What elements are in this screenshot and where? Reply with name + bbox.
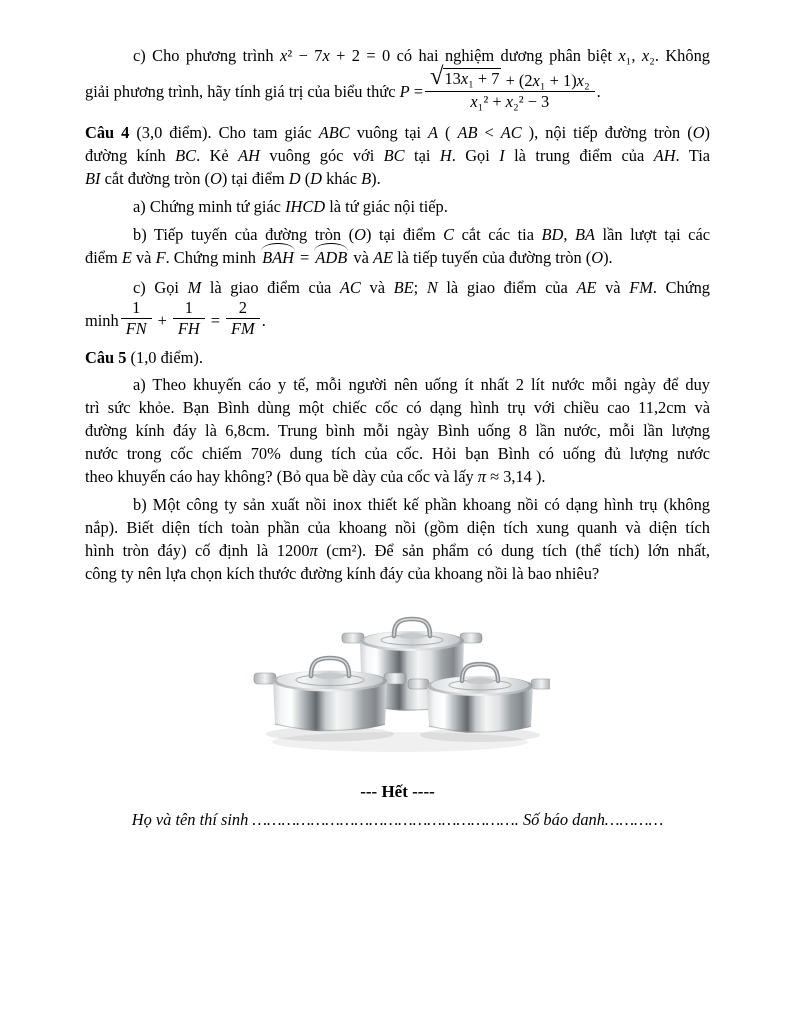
text-segment: ₂ [583, 71, 590, 90]
text-segment: AC [500, 122, 522, 142]
text-segment: . Không [654, 46, 710, 65]
text-segment: , [563, 224, 575, 244]
text-segment: là tứ giác nội tiếp. [325, 196, 448, 216]
text-segment: F [155, 247, 166, 267]
question-3c-line2 [85, 63, 710, 114]
text-segment: x [460, 69, 469, 88]
text-segment: BE [393, 277, 414, 297]
text-segment: nước trong cốc chiếm 70% dung tích của cốc. Hỏi bạn Bình có uống đủ lượng nước [85, 443, 710, 463]
text-segment: điểm [85, 247, 122, 267]
question-4b-line2 [85, 246, 710, 269]
question-4-heading-line2 [85, 144, 710, 167]
text-segment: . Kẻ [196, 145, 239, 165]
text-segment: 13 [444, 69, 461, 88]
sentence-period: . [596, 82, 601, 102]
text-segment: BD [541, 224, 564, 244]
text-segment: a) Chứng minh tứ giác [133, 196, 286, 216]
text-segment: ). [371, 168, 381, 188]
text-segment: BA [574, 224, 596, 244]
text-segment: = [295, 247, 314, 267]
text-segment: x [470, 92, 478, 112]
text-segment: đường kính đáy là 6,8cm. Trung bình mỗi ngày Bình uống 8 lần nước, mỗi lần lượng [85, 420, 710, 440]
end-marker: --- Hết ---- [360, 781, 435, 801]
question-4-heading-line1 [85, 121, 710, 144]
text-segment: O [591, 247, 604, 267]
text-segment: lần lượt tại các [595, 224, 710, 244]
text-segment: E [121, 247, 132, 267]
text-segment: ). [603, 247, 613, 267]
text-segment: (3,0 điểm). Cho tam giác [136, 122, 319, 142]
text-segment: minh [85, 311, 119, 331]
sentence-period: . [261, 311, 266, 331]
text-segment: cắt đường tròn ( [100, 168, 210, 188]
text-segment: vuông tại [349, 122, 429, 142]
text-segment: x [505, 92, 513, 112]
fraction-1-FN [121, 299, 152, 339]
text-segment: giải phương trình, hãy tính giá trị của biểu thức [85, 82, 400, 102]
text-segment: = [409, 82, 423, 102]
text-segment: D [288, 168, 301, 188]
question-5b-line1 [85, 493, 710, 516]
text-segment: N [426, 277, 438, 297]
text-segment: và [131, 247, 156, 267]
text-segment: vuông góc với [259, 145, 384, 165]
text-segment: + 7 [473, 69, 500, 88]
question-4c-formula-line [85, 297, 710, 341]
text-segment: ₂ [649, 46, 655, 65]
question-4b-line1 [85, 223, 710, 246]
fraction-2-FM-denominator: FM [231, 319, 255, 339]
question-5a-line5 [85, 465, 710, 488]
text-segment: IHCD [285, 196, 326, 216]
text-segment: Câu 5 [85, 347, 127, 367]
text-segment: O [692, 122, 705, 142]
fraction-P [425, 63, 595, 112]
text-segment: . Chứng minh [165, 247, 261, 267]
text-segment: M [187, 277, 202, 297]
text-segment: + (2 [501, 71, 533, 90]
text-segment: theo khuyến cáo hay không? (Bỏ qua bề dày của cốc và lấy [85, 466, 478, 486]
text-segment: x [532, 71, 540, 90]
text-segment: nắp). Biết diện tích toàn phần của khoang nồi (gồm diện tích xung quanh và diện tích [85, 517, 710, 537]
question-5b-line2 [85, 516, 710, 539]
text-segment: c) Cho phương trình [133, 46, 280, 65]
text-segment: ) tại điểm [365, 224, 444, 244]
text-segment: AE [372, 247, 393, 267]
text-segment: ₁ [625, 46, 632, 65]
text-segment: x [279, 46, 288, 65]
text-segment: FM [629, 277, 653, 297]
text-segment: công ty nên lựa chọn kích thước đường kính đáy của khoang nồi là bao nhiêu? [85, 563, 600, 583]
text-segment: ( [438, 122, 458, 142]
text-segment: , [631, 46, 642, 65]
question-4a-line [85, 195, 710, 218]
pots-photo [245, 591, 550, 761]
text-segment: ₁ [468, 69, 474, 88]
text-segment: . Tia [675, 145, 711, 165]
text-segment: tại [404, 145, 440, 165]
text-segment: khác [322, 168, 362, 188]
sqrt-sign: √ [429, 63, 444, 90]
text-segment: + 2 = 0 có hai nghiệm dương phân biệt [329, 46, 619, 65]
question-5a-line3 [85, 419, 710, 442]
text-segment: b) Tiếp tuyến của đường tròn ( [133, 224, 355, 244]
fraction-2-FM-numerator: 2 [226, 299, 260, 319]
text-segment: (1,0 điểm). [126, 347, 203, 367]
fraction-P-denominator [425, 92, 595, 111]
question-3c-line1 [85, 44, 710, 67]
text-segment: ₁ [539, 71, 546, 90]
text-segment: AE [576, 277, 597, 297]
text-segment: x [641, 46, 650, 65]
text-segment: ABC [318, 122, 350, 142]
pots-figure [245, 591, 550, 766]
text-segment: BAH [262, 247, 294, 267]
text-segment: ; [413, 277, 427, 297]
sqrt-radicand [443, 68, 501, 88]
fraction-1-FH [173, 299, 205, 339]
text-segment: < [477, 122, 501, 142]
text-segment: x [576, 71, 584, 90]
expression-P-lead [85, 80, 423, 103]
question-5-heading [85, 346, 710, 369]
text-segment: hình tròn đáy) cố định là 1200 [85, 540, 310, 560]
square-root-radical [429, 63, 502, 90]
question-4-heading-line3 [85, 167, 710, 190]
text-segment: là trung điểm của [504, 145, 654, 165]
minh-label [85, 309, 119, 332]
text-segment: ) tại điểm [221, 168, 289, 188]
text-segment: ₁² + [477, 92, 506, 112]
text-segment: ₂² − 3 [512, 92, 550, 112]
text-segment: ≈ 3,14 ). [486, 466, 546, 486]
plus-operator: + [157, 311, 167, 331]
text-segment: π [309, 540, 318, 560]
text-segment: BI [85, 168, 101, 188]
text-segment: AH [653, 145, 676, 165]
question-5b-line4 [85, 562, 710, 585]
equals-operator: = [210, 311, 221, 331]
text-segment: và [596, 277, 630, 297]
text-segment: x [322, 46, 330, 65]
text-segment: x [618, 46, 626, 65]
fraction-1-FH-denominator: FH [177, 319, 200, 339]
text-segment: O [354, 224, 366, 244]
text-segment: . Gọi [451, 145, 500, 165]
fraction-1-FH-numerator: 1 [173, 299, 205, 319]
text-segment: BC [383, 145, 405, 165]
text-segment: là giao điểm của [437, 277, 577, 297]
text-segment: A [428, 122, 439, 142]
text-segment: đường kính [85, 145, 176, 165]
fraction-2-FM [226, 299, 260, 339]
question-5a-line2 [85, 396, 710, 419]
text-segment: BC [175, 145, 197, 165]
question-5b-line3 [85, 539, 710, 562]
text-segment: c) Gọi [133, 277, 188, 297]
text-segment: ( [300, 168, 311, 188]
fraction-1-FN-denominator: FN [125, 319, 147, 339]
text-segment: a) Theo khuyến cáo y tế, mỗi người nên uống ít nhất 2 lít nước mỗi ngày để duy [133, 374, 710, 394]
text-segment: trì sức khỏe. Bạn Bình dùng một chiếc cốc có dạng hình trụ với chiều cao 11,2cm và [85, 397, 710, 417]
text-segment: P [399, 82, 410, 102]
fraction-1-FN-numerator: 1 [121, 299, 152, 319]
text-segment: và [349, 247, 373, 267]
text-segment: C [443, 224, 455, 244]
text-segment: ), nội tiếp đường tròn ( [521, 122, 693, 142]
text-segment: ADB [315, 247, 348, 267]
text-segment: ) [704, 122, 710, 142]
text-segment: và [360, 277, 394, 297]
text-segment: H [439, 145, 452, 165]
text-segment: AC [339, 277, 361, 297]
text-segment: I [499, 145, 505, 165]
text-segment: . Chứng [652, 277, 710, 297]
text-segment: cắt các tia [454, 224, 542, 244]
question-4c-line1 [85, 276, 710, 299]
text-segment: AB [457, 122, 478, 142]
candidate-name-line [85, 808, 710, 831]
numerator-rest [501, 71, 589, 90]
question-5a-line4 [85, 442, 710, 465]
text-segment: B [361, 168, 372, 188]
question-5a-line1 [85, 373, 710, 396]
text-segment: + 1) [545, 71, 577, 90]
text-segment: Họ và tên thí sinh ………………………………………………. Số báo danh………… [131, 809, 664, 829]
text-segment: O [209, 168, 222, 188]
fraction-P-numerator [425, 63, 595, 92]
text-segment: D [310, 168, 322, 188]
text-segment: là giao điểm của [201, 277, 340, 297]
text-segment: π [477, 466, 486, 486]
text-segment: (cm²). Để sản phẩm có dung tích (thể tích) lớn nhất, [317, 540, 710, 560]
text-segment: là tiếp tuyến của đường tròn ( [392, 247, 592, 267]
text-segment: ² − 7 [287, 46, 323, 65]
text-segment: b) Một công ty sản xuất nồi inox thiết kế phần khoang nồi có dạng hình trụ (không [133, 494, 710, 514]
text-segment: AH [238, 145, 260, 165]
text-segment: Câu 4 [85, 122, 137, 142]
